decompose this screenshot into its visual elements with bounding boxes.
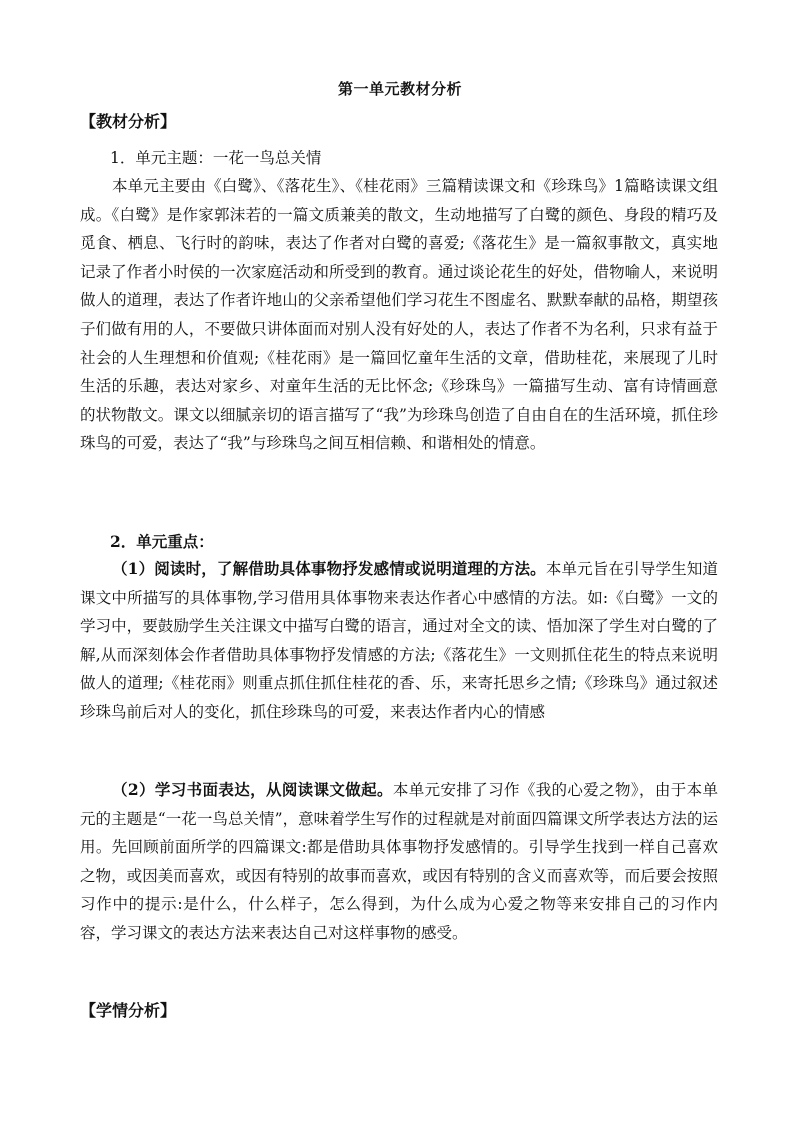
item1-heading: 1．单元主题：一花一鸟总关情 <box>110 149 322 167</box>
point1-lead: （1）阅读时，了解借助具体事物抒发感情或说明道理的方法。 <box>112 559 546 578</box>
item1-paragraph: 本单元主要由《白鹭》、《落花生》、《桂花雨》三篇精读课文和《珍珠鸟》1篇略读课文组成。《白鹭》是作家郭沫若的一篇文质兼美的散文，生动地描写了白鹭的颜色、身段的精巧及觅食、栖息、飞行时的韵味，表达了作者对白鹭的喜爱;《落花生》是一篇叙事散文，真实地记录了作者小时侯的一次家庭活动和所受到的教育。通过谈论花生的好处，借物喻人，来说明做人的道理，表达了作者许地山的父亲希望他们学习花生不图虚名、默默奉献的品格，期望孩子们做有用的人，不要做只讲体面而对别人没有好处的人，表达了作者不为名利，只求有益于社会的人生理想和价值观;《桂花雨》是一篇回忆童年生活的文章，借助桂花，来展现了儿时生活的乐趣，表达对家乡、对童年生活的无比怀念;《珍珠鸟》一篇描写生动、富有诗情画意的状物散文。课文以细腻亲切的语言描写了“我”为珍珠鸟创造了自由自在的生活环境，抓住珍珠鸟的可爱，表达了“我”与珍珠鸟之间互相信赖、和谐相处的情意。 <box>80 177 718 453</box>
point2-body: 本单元安排了习作《我的心爱之物》，由于本单元的主题是“一花一鸟总关情”，意味着学生写作的过程就是对前面四篇课文所学表达方法的运用。先回顾前面所学的四篇课文:都是借助具体事物抒发感情的。引导学生找到一样自己喜欢之物，或因美而喜欢，或因有特别的故事而喜欢，或因有特别的含义而喜欢等，而后要会按照习作中的提示:是什么，什么样子，怎么得到，为什么成为心爱之物等来安排自己的习作内容，学习课文的表达方法来表达自己对这样事物的感受。 <box>80 781 718 942</box>
section-heading-student-analysis: 【学情分析】 <box>80 1001 177 1020</box>
item2-heading: 2．单元重点： <box>110 532 214 551</box>
point1-paragraph <box>80 555 718 727</box>
point2-lead: （2）学习书面表达，从阅读课文做起。 <box>112 780 393 799</box>
section-heading-textbook-analysis: 【教材分析】 <box>80 112 177 131</box>
point1-body: 本单元旨在引导学生知道课文中所描写的具体事物,学习借用具体事物来表达作者心中感情的方法。如:《白鹭》一文的学习中，要鼓励学生关注课文中描写白鹭的语言，通过对全文的读、悟加深了学生对白鹭的了解,从而深刻体会作者借助具体事物抒发情感的方法;《落花生》一文则抓住花生的特点来说明做人的道理;《桂花雨》则重点抓住抓住桂花的香、乐，来寄托思乡之情;《珍珠鸟》通过叙述珍珠鸟前后对人的变化，抓住珍珠鸟的可爱，来表达作者内心的情感 <box>80 560 718 721</box>
document-title: 第一单元教材分析 <box>337 80 462 98</box>
point2-paragraph <box>80 776 718 948</box>
